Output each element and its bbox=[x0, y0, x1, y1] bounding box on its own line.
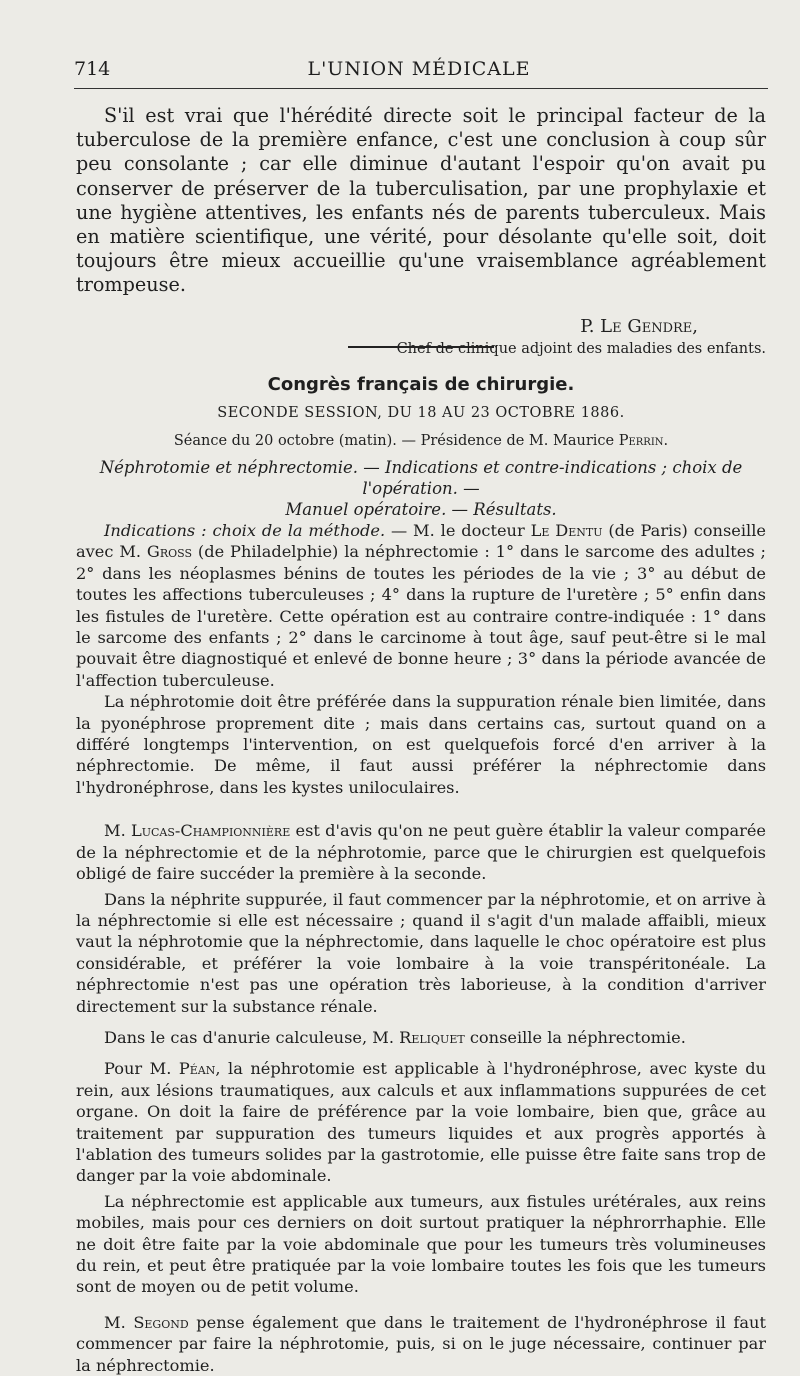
topic-line-2: Manuel opératoire. — Résultats. bbox=[285, 500, 557, 519]
signature-suffix: , bbox=[692, 315, 698, 337]
p1-text-c: (de Philadelphie) la néphrectomie : 1° dans le sarcome des adultes ; 2° dans les néoplasmes bénins de toutes les périodes de la vie ; 3° au début de toutes les affections tuberculeuses ; 4° dans la rupture de l'uretère ; 5° enfin dans les fistules de l'uretère. Cette opération est au contraire contre-indiquée : 1° dans le sarcome des enfants ; 2° dans le carcinome à tout âge, sauf peut-être si le mal pouvait être diagnostiqué et enlevé de bonne heure ; 3° dans la période avancée de l'affection tuberculeuse. bbox=[76, 542, 766, 690]
running-head: L'UNION MÉDICALE bbox=[307, 58, 531, 80]
paragraph-nephrite: Dans la néphrite suppurée, il faut commencer par la néphrotomie, et on arrive à la néphrectomie si elle est nécessaire ; quand il s'agit d'un malade affaibli, mieux vaut la néphrotomie que la néphrectomie, dans laquelle le choc opératoire est plus considérable, et préférer la voie lombaire à la voie transpéritonéale. La néphrectomie n'est pas une opération très laborieuse, à la condition d'arriver directement sur la substance rénale. bbox=[76, 889, 766, 1016]
paragraph-reliquet bbox=[76, 1027, 766, 1048]
signature-prefix: P. bbox=[580, 315, 601, 337]
name-le-dentu: Le Dentu bbox=[530, 521, 603, 540]
section-rule bbox=[348, 346, 494, 348]
p1-text-b: (de Paris) conseille avec M. bbox=[76, 521, 766, 562]
name-reliquet: Reliquet bbox=[399, 1027, 465, 1047]
intro-block bbox=[76, 104, 766, 358]
name-pean: Péan bbox=[178, 1059, 216, 1079]
seance-end: . bbox=[663, 433, 669, 449]
paragraph-segond bbox=[76, 1312, 766, 1376]
paragraph-pean bbox=[76, 1058, 766, 1186]
signature-name: Le Gendre bbox=[600, 315, 693, 337]
paragraph-nephrotomie: La néphrotomie doit être préférée dans la suppuration rénale bien limitée, dans la pyonéphrose proprement dite ; mais dans certains cas, surtout quand on a différé longtemps l'intervention, on est quelquefois forcé d'en arriver à la néphrectomie. De même, il faut aussi préférer la néphrectomie dans l'hydronéphrose, dans les kystes uniloculaires. bbox=[76, 692, 766, 797]
paragraph-nephrectomie: La néphrectomie est applicable aux tumeurs, aux fistules urétérales, aux reins mobiles, mais pour ces derniers on doit surtout pratiquer la néphrorrhaphie. Elle ne doit être faite par la voie abdominale que pour les tumeurs très volumineuses du rein, et peut être pratiquée par la voie lombaire toutes les fois que les tumeurs sont de moyen ou de petit volume. bbox=[76, 1191, 766, 1297]
seance-text: Séance du 20 octobre (matin). — Présidence de M. Maurice bbox=[173, 433, 619, 449]
paragraph-heading: Indications : choix de la méthode. bbox=[104, 521, 386, 540]
p8-text: pense également que dans le traitement de l'hydronéphrose il faut commencer par faire la néphrotomie, puis, si on le juge nécessaire, continuer par la néphrectomie. bbox=[76, 1312, 766, 1375]
p6-text: , la néphrotomie est applicable à l'hydronéphrose, avec kyste du rein, aux lésions traumatiques, aux calculs et aux inflammations suppurées de cet organe. On doit la faire de préférence par la voie lombaire, bien que, grâce au traitement par suppuration des tumeurs liquides et aux progrès apportés à l'ablation des tumeurs solides par la gastrotomie, elle puisse être faite sans trop de danger par la voie abdominale. bbox=[76, 1059, 767, 1186]
p3-prefix: M. bbox=[104, 821, 131, 841]
intro-paragraph: S'il est vrai que l'hérédité directe soit le principal facteur de la tuberculose de la première enfance, c'est une conclusion à coup sûr peu consolante ; car elle diminue d'autant l'espoir qu'on avait pu conserver de préserver de la tuberculisation, par une prophylaxie et une hygiène attentives, les enfants nés de parents tuberculeux. Mais en matière scientifique, une vérité, pour désolante qu'elle soit, doit toujours être mieux accueillie qu'une vraisemblance agréablement trompeuse. bbox=[76, 104, 766, 297]
seance-president: Perrin bbox=[618, 433, 664, 449]
paragraph-le-dentu bbox=[76, 520, 766, 691]
p5-text: conseille la néphrectomie. bbox=[464, 1027, 686, 1047]
congress-title: Congrès français de chirurgie. bbox=[267, 374, 575, 395]
p6-prefix: Pour M. bbox=[104, 1059, 179, 1079]
p8-prefix: M. bbox=[104, 1312, 134, 1332]
name-lucas-championniere: Lucas-Championnière bbox=[130, 821, 291, 841]
congress-heading bbox=[76, 346, 766, 520]
congress-session: SECONDE SESSION, DU 18 AU 23 OCTOBRE 1886. bbox=[217, 405, 625, 421]
name-segond: Segond bbox=[133, 1312, 189, 1332]
topic-line-1: Néphrotomie et néphrectomie. — Indications et contre-indications ; choix de l'opération. — bbox=[99, 458, 743, 498]
page-number: 714 bbox=[74, 58, 111, 80]
header-rule bbox=[74, 88, 768, 89]
name-gross: Gross bbox=[146, 542, 193, 562]
p3-text: est d'avis qu'on ne peut guère établir la valeur comparée de la néphrectomie et de la néphrotomie, parce que le chirurgien est quelquefois obligé de faire succéder la première à la seconde. bbox=[76, 821, 766, 884]
p5-prefix: Dans le cas d'anurie calculeuse, M. bbox=[104, 1027, 400, 1047]
page-header bbox=[74, 58, 764, 86]
p1-text-a: — M. le docteur bbox=[385, 521, 531, 540]
author-signature bbox=[76, 316, 698, 338]
author-title: Chef de clinique adjoint des maladies des enfants. bbox=[396, 340, 766, 357]
seance-line bbox=[76, 433, 766, 449]
paragraph-lucas-championniere bbox=[76, 820, 766, 884]
discussion-body bbox=[76, 520, 766, 1376]
